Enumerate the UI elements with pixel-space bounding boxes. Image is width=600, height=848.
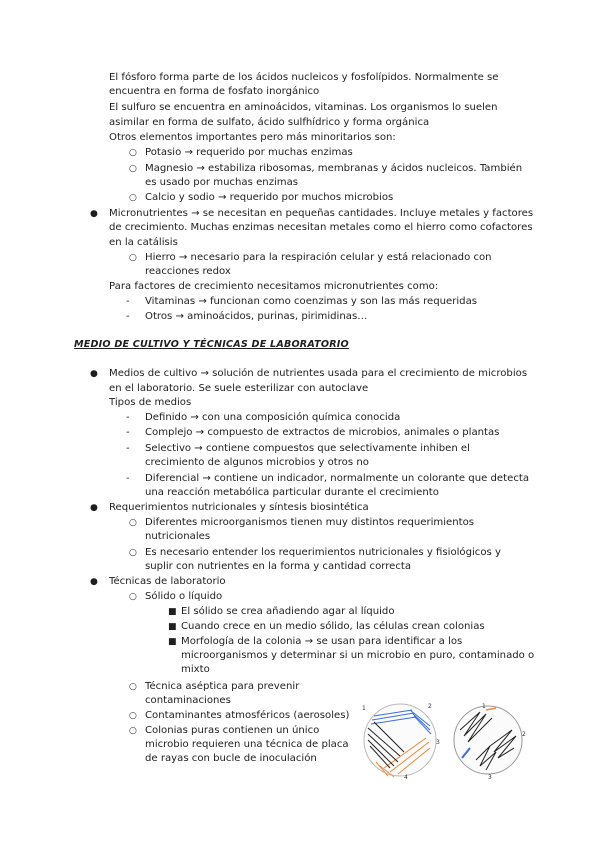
list-item: Vitaminas → funcionan como coenzimas y son las más requeridas <box>145 296 478 307</box>
square-bullet: ■ <box>168 637 177 647</box>
section-heading: MEDIO DE CULTIVO Y TÉCNICAS DE LABORATORIO <box>74 339 349 350</box>
list-item: Morfología de la colonia → se usan para identificar a los <box>181 636 463 647</box>
list-item: Calcio y sodio → requerido por muchos microbios <box>145 192 394 203</box>
list-item: Diferentes microorganismos tienen muy distintos requerimientos <box>145 517 475 528</box>
text-line: Para factores de crecimiento necesitamos micronutrientes como: <box>109 281 439 292</box>
list-item: en la catálisis <box>109 237 178 248</box>
list-item: Es necesario entender los requerimientos nutricionales y fisiológicos y <box>145 547 501 558</box>
dash-bullet: - <box>126 311 130 322</box>
text-line: asimilar en forma de sulfato, ácido sulfhídrico y forma orgánica <box>109 117 430 128</box>
circle-bullet: ○ <box>129 682 137 692</box>
plate-label: 1 <box>482 703 486 710</box>
plate-label: 2 <box>522 731 526 738</box>
dash-bullet: - <box>126 473 130 484</box>
list-item: Definido → con una composición química conocida <box>145 412 401 423</box>
circle-bullet: ○ <box>129 711 137 721</box>
list-item: nutricionales <box>145 531 211 542</box>
list-item: Contaminantes atmosféricos (aerosoles) <box>145 710 350 721</box>
streak-plate-figure-left <box>360 698 442 780</box>
list-item: Requerimientos nutricionales y síntesis biosintética <box>109 502 369 513</box>
list-item: Otros → aminoácidos, purinas, pirimidinas… <box>145 311 368 322</box>
list-item: microorganismos y determinar si un microbio en puro, contaminado o <box>181 650 535 661</box>
text-line: encuentra en forma de fosfato inorgánico <box>109 86 320 97</box>
list-item: suplir con nutrientes en la forma y cantidad correcta <box>145 561 412 572</box>
plate-label: 3 <box>488 774 492 780</box>
list-item: Técnica aséptica para prevenir <box>145 681 300 692</box>
list-item: contaminaciones <box>145 695 231 706</box>
circle-bullet: ○ <box>129 726 137 736</box>
filled-bullet: ● <box>90 209 98 219</box>
list-item: Potasio → requerido por muchas enzimas <box>145 147 353 158</box>
circle-bullet: ○ <box>129 253 137 263</box>
list-item: es usado por muchas enzimas <box>145 177 299 188</box>
list-item: en el laboratorio. Se suele esterilizar con autoclave <box>109 383 369 394</box>
list-item: Medios de cultivo → solución de nutrientes usada para el crecimiento de microbios <box>109 368 528 379</box>
plate-label: 3 <box>436 739 440 746</box>
dash-bullet: - <box>126 427 130 438</box>
square-bullet: ■ <box>168 622 177 632</box>
text-line: El sulfuro se encuentra en aminoácidos, vitaminas. Los organismos lo suelen <box>109 102 498 113</box>
circle-bullet: ○ <box>129 164 137 174</box>
list-item: Sólido o líquido <box>145 591 223 602</box>
list-item: mixto <box>181 664 210 675</box>
list-item: Diferencial → contiene un indicador, normalmente un colorante que detecta <box>145 473 530 484</box>
list-item: Colonias puras contienen un único <box>145 725 320 736</box>
list-item: Magnesio → estabiliza ribosomas, membranas y ácidos nucleicos. También <box>145 163 523 174</box>
dash-bullet: - <box>126 296 130 307</box>
dash-bullet: - <box>126 412 130 423</box>
plate-label: 2 <box>428 703 432 710</box>
circle-bullet: ○ <box>129 193 137 203</box>
circle-bullet: ○ <box>129 148 137 158</box>
list-item: una reacción metabólica particular durante el crecimiento <box>145 487 439 498</box>
filled-bullet: ● <box>90 369 98 379</box>
list-item: microbio requieren una técnica de placa <box>145 739 349 750</box>
dash-bullet: - <box>126 443 130 454</box>
circle-bullet: ○ <box>129 548 137 558</box>
text-line: El fósforo forma parte de los ácidos nucleicos y fosfolípidos. Normalmente se <box>109 72 499 83</box>
plate-label: 4 <box>404 774 408 780</box>
list-item: Técnicas de laboratorio <box>109 576 226 587</box>
filled-bullet: ● <box>90 577 98 587</box>
list-item: Hierro → necesario para la respiración celular y está relacionado con <box>145 252 492 263</box>
list-item: Complejo → compuesto de extractos de microbios, animales o plantas <box>145 427 500 438</box>
list-item: Cuando crece en un medio sólido, las células crean colonias <box>181 621 485 632</box>
plate-label: 1 <box>362 705 366 712</box>
text-line: Otros elementos importantes pero más minoritarios son: <box>109 132 396 143</box>
list-item: El sólido se crea añadiendo agar al líquido <box>181 606 395 617</box>
text-line: Tipos de medios <box>109 397 192 408</box>
circle-bullet: ○ <box>129 592 137 602</box>
filled-bullet: ● <box>90 503 98 513</box>
list-item: de crecimiento. Muchas enzimas necesitan metales como el hierro como cofactores <box>109 222 533 233</box>
list-item: Micronutrientes → se necesitan en pequeñas cantidades. Incluye metales y factores <box>109 208 534 219</box>
list-item: de rayas con bucle de inoculación <box>145 753 317 764</box>
circle-bullet: ○ <box>129 518 137 528</box>
square-bullet: ■ <box>168 607 177 617</box>
list-item: reacciones redox <box>145 266 231 277</box>
list-item: crecimiento de algunos microbios y otros no <box>145 457 369 468</box>
list-item: Selectivo → contiene compuestos que selectivamente inhiben el <box>145 443 470 454</box>
streak-plate-figure-right <box>450 700 530 780</box>
